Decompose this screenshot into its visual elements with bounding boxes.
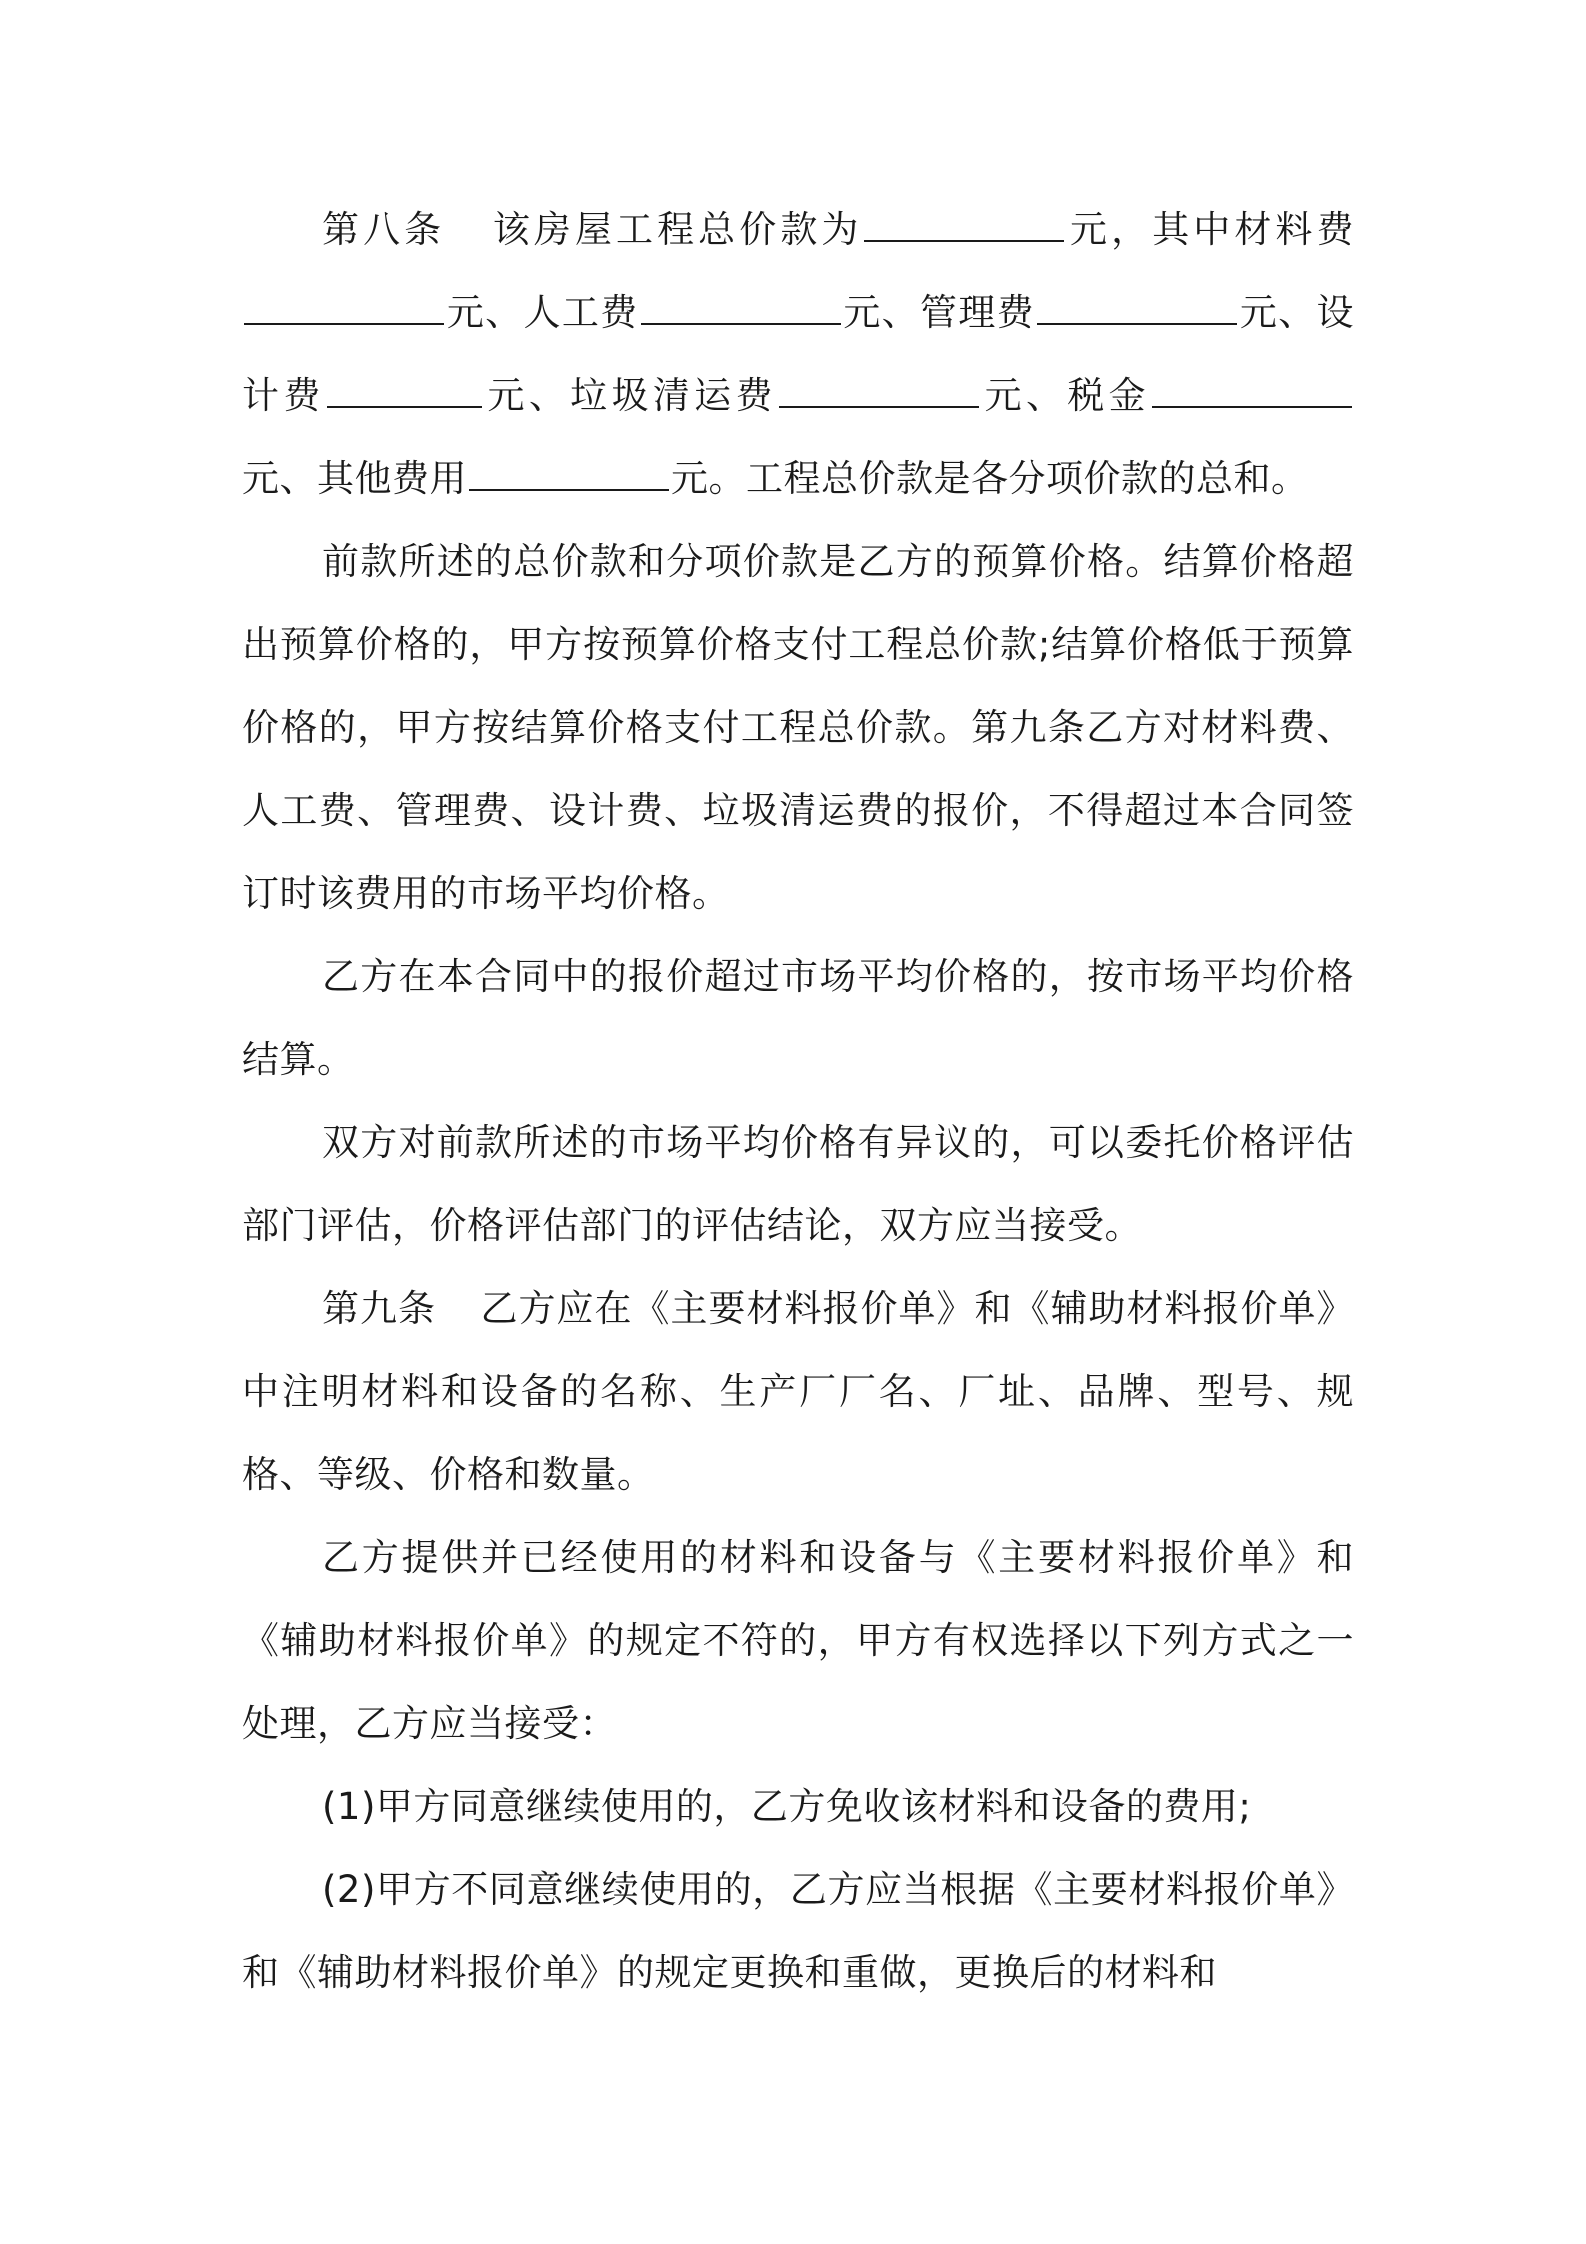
dispute-paragraph: 双方对前款所述的市场平均价格有异议的，可以委托价格评估部门评估，价格评估部门的评估结论，双方应当接受。 <box>242 1121 1354 1247</box>
total-price-blank[interactable] <box>864 204 1064 242</box>
tax-blank[interactable] <box>1152 370 1352 408</box>
article-9-heading: 第九条 <box>322 1287 436 1330</box>
article-9-paragraph: 第九条 乙方应在《主要材料报价单》和《辅助材料报价单》中注明材料和设备的名称、生产厂厂名、厂址、品牌、型号、规格、等级、价格和数量。 <box>242 1287 1354 1496</box>
budget-paragraph: 前款所述的总价款和分项价款是乙方的预算价格。结算价格超出预算价格的，甲方按预算价格支付工程总价款;结算价格低于预算价格的，甲方按结算价格支付工程总价款。第九条乙方对材料费、人工费、管理费、设计费、垃圾清运费的报价，不得超过本合同签订时该费用的市场平均价格。 <box>242 540 1354 915</box>
labor-fee-blank[interactable] <box>641 287 841 325</box>
article-8-heading: 第八条 <box>322 208 446 251</box>
option-1: (1)甲方同意继续使用的，乙方免收该材料和设备的费用; <box>322 1785 1252 1828</box>
nonconformity-paragraph: 乙方提供并已经使用的材料和设备与《主要材料报价单》和《辅助材料报价单》的规定不符的，甲方有权选择以下列方式之一处理，乙方应当接受： <box>242 1536 1354 1745</box>
market-price-paragraph: 乙方在本合同中的报价超过市场平均价格的，按市场平均价格结算。 <box>242 955 1354 1081</box>
option-2: (2)甲方不同意继续使用的，乙方应当根据《主要材料报价单》和《辅助材料报价单》的规定更换和重做，更换后的材料和 <box>242 1868 1354 1994</box>
design-fee-blank[interactable] <box>327 370 482 408</box>
article-8-paragraph: 第八条 该房屋工程总价款为 元，其中材料费元、人工费 元、管理费 元、设计费 元、垃圾清运费 元、税金元、其他费用 元。工程总价款是各分项价款的总和。 <box>242 188 1354 520</box>
document-body <box>242 188 1354 2014</box>
waste-removal-fee-blank[interactable] <box>779 370 979 408</box>
other-fees-blank[interactable] <box>469 453 669 491</box>
management-fee-blank[interactable] <box>1037 287 1237 325</box>
material-fee-blank[interactable] <box>244 287 444 325</box>
